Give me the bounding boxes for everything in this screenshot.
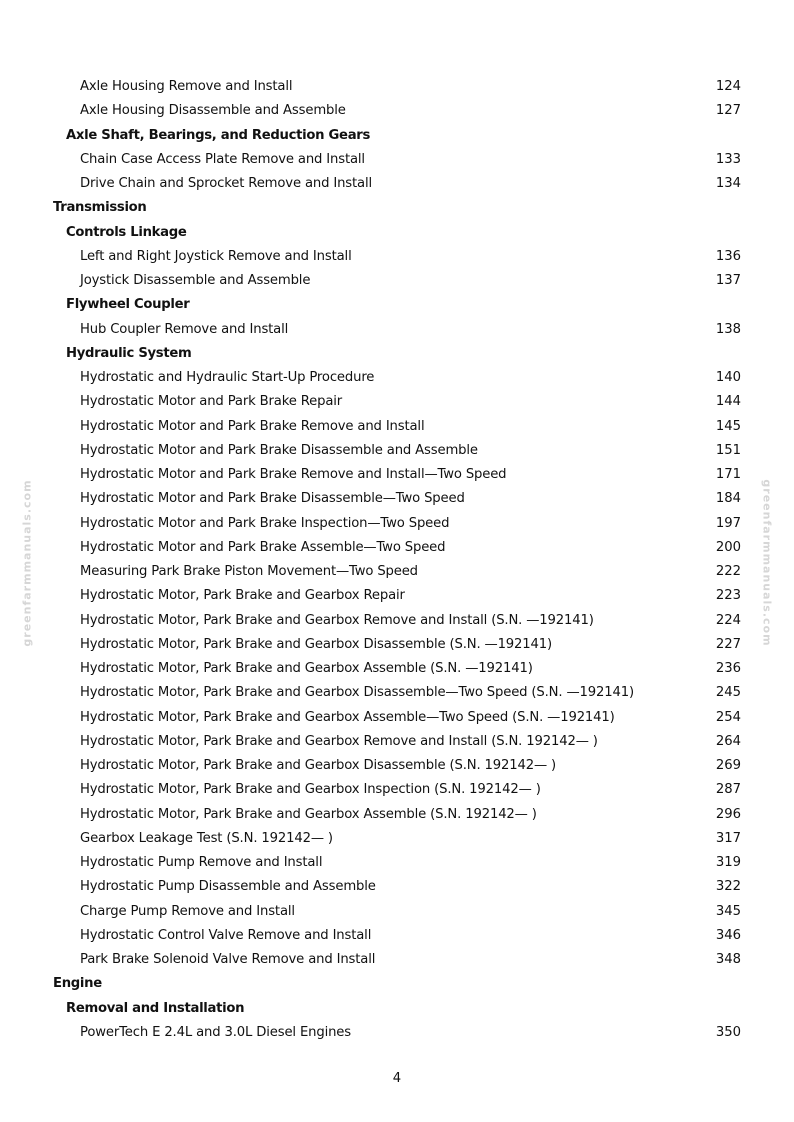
toc-entry[interactable] [0, 609, 794, 633]
toc-entry[interactable] [0, 924, 794, 948]
toc-entry[interactable] [0, 75, 794, 99]
toc-entry-title: Transmission [53, 200, 147, 216]
toc-entry-title: Hydrostatic Motor, Park Brake and Gearbox Remove and Install (S.N. —192141) [80, 612, 594, 628]
toc-entry[interactable] [0, 900, 794, 924]
toc-entry-page: 136 [715, 248, 741, 264]
toc-entry-title: Hydrostatic Motor, Park Brake and Gearbox Disassemble—Two Speed (S.N. —192141) [80, 685, 634, 701]
toc-entry-page: 224 [715, 612, 741, 628]
toc-entry[interactable] [0, 706, 794, 730]
toc-entry-title: Gearbox Leakage Test (S.N. 192142— ) [80, 830, 333, 846]
toc-entry[interactable] [0, 487, 794, 511]
toc-entry-page: 227 [715, 636, 741, 652]
toc-entry-page: 254 [715, 709, 741, 725]
toc-heading[interactable] [0, 221, 794, 245]
toc-entry-page: 350 [715, 1024, 741, 1040]
toc-entry-title: Removal and Installation [66, 1000, 245, 1016]
toc-entry-page: 140 [715, 370, 741, 385]
toc-entry-title: Hydrostatic Motor, Park Brake and Gearbox Assemble—Two Speed (S.N. —192141) [80, 709, 615, 725]
toc-entry-page: 269 [715, 758, 741, 773]
toc-entry-title: Hydrostatic Control Valve Remove and Install [80, 927, 372, 943]
toc-entry-title: Hydrostatic Pump Disassemble and Assemble [80, 879, 376, 895]
toc-entry[interactable] [0, 754, 794, 778]
toc-entry-title: Controls Linkage [66, 224, 187, 240]
toc-entry-title: Axle Shaft, Bearings, and Reduction Gears [66, 127, 371, 143]
toc-entry-title: Hydrostatic Motor, Park Brake and Gearbox Repair [80, 588, 405, 604]
toc-heading[interactable] [0, 972, 794, 996]
toc-entry-page: 200 [715, 539, 741, 555]
toc-heading[interactable] [0, 293, 794, 317]
toc-entry-title: Hydrostatic Motor, Park Brake and Gearbox Inspection (S.N. 192142— ) [80, 782, 541, 798]
toc-entry-title: Hydrostatic Motor and Park Brake Remove and Install [80, 418, 425, 434]
page-number: 4 [392, 1071, 402, 1086]
toc-entry-title: Hub Coupler Remove and Install [80, 321, 289, 337]
toc-entry-title: Hydrostatic Motor and Park Brake Disassemble—Two Speed [80, 491, 465, 507]
toc-entry-title: Left and Right Joystick Remove and Install [80, 248, 352, 264]
toc-entry-title: Park Brake Solenoid Valve Remove and Install [80, 952, 376, 967]
toc-entry-page: 346 [715, 927, 741, 943]
toc-entry[interactable] [0, 681, 794, 705]
toc-entry-page: 197 [715, 515, 741, 531]
toc-entry-title: Hydrostatic Motor, Park Brake and Gearbox Disassemble (S.N. —192141) [80, 636, 553, 652]
toc-entry-page: 133 [715, 151, 741, 167]
toc-entry-title: Hydrostatic Motor and Park Brake Repair [80, 394, 343, 410]
toc-entry-title: Hydraulic System [66, 345, 192, 361]
toc-entry-page: 138 [715, 321, 741, 337]
toc-entry-page: 245 [715, 685, 741, 701]
toc-entry-title: Axle Housing Disassemble and Assemble [80, 103, 346, 119]
toc-entry[interactable] [0, 415, 794, 439]
toc-entry-page: 317 [715, 830, 741, 846]
toc-entry[interactable] [0, 99, 794, 123]
toc-entry-page: 319 [715, 855, 741, 870]
toc-entry-page: 124 [715, 79, 741, 94]
toc-entry-title: Flywheel Coupler [66, 297, 190, 313]
toc-entry-page: 137 [715, 273, 741, 288]
toc-entry[interactable] [0, 512, 794, 536]
toc-entry[interactable] [0, 1021, 794, 1045]
toc-entry-title: Joystick Disassemble and Assemble [80, 273, 311, 288]
toc-entry[interactable] [0, 172, 794, 196]
table-of-contents [0, 75, 794, 1045]
toc-heading[interactable] [0, 124, 794, 148]
toc-entry[interactable] [0, 803, 794, 827]
toc-entry[interactable] [0, 148, 794, 172]
toc-entry-page: 151 [715, 442, 741, 458]
toc-heading[interactable] [0, 997, 794, 1021]
toc-entry-title: PowerTech E 2.4L and 3.0L Diesel Engines [80, 1024, 351, 1040]
toc-entry-title: Charge Pump Remove and Install [80, 903, 295, 919]
watermark-left: greenfarmmanuals.com [20, 479, 34, 647]
toc-entry[interactable] [0, 778, 794, 802]
toc-heading[interactable] [0, 196, 794, 220]
toc-entry-title: Hydrostatic Motor and Park Brake Inspection—Two Speed [80, 515, 450, 531]
toc-entry-page: 236 [715, 661, 741, 676]
toc-entry-page: 287 [715, 782, 741, 798]
toc-entry-page: 322 [715, 879, 741, 895]
toc-entry[interactable] [0, 439, 794, 463]
toc-entry-page: 171 [715, 467, 741, 482]
toc-entry-title: Hydrostatic Motor, Park Brake and Gearbox Assemble (S.N. 192142— ) [80, 806, 537, 822]
toc-entry[interactable] [0, 536, 794, 560]
toc-entry-title: Hydrostatic Motor and Park Brake Assemble—Two Speed [80, 539, 446, 555]
toc-entry-title: Measuring Park Brake Piston Movement—Two Speed [80, 564, 418, 579]
toc-entry[interactable] [0, 657, 794, 681]
toc-entry[interactable] [0, 633, 794, 657]
toc-entry-title: Hydrostatic Motor and Park Brake Disassemble and Assemble [80, 442, 478, 458]
toc-entry[interactable] [0, 390, 794, 414]
toc-entry[interactable] [0, 827, 794, 851]
toc-entry[interactable] [0, 366, 794, 390]
toc-entry-title: Hydrostatic Motor, Park Brake and Gearbox Remove and Install (S.N. 192142— ) [80, 733, 598, 749]
toc-entry-page: 222 [715, 564, 741, 579]
toc-entry[interactable] [0, 948, 794, 972]
toc-entry-page: 134 [715, 176, 741, 191]
toc-entry-title: Hydrostatic and Hydraulic Start-Up Procedure [80, 370, 375, 385]
toc-entry-title: Hydrostatic Motor, Park Brake and Gearbox Assemble (S.N. —192141) [80, 661, 533, 676]
toc-entry[interactable] [0, 245, 794, 269]
toc-entry-title: Axle Housing Remove and Install [80, 79, 293, 94]
toc-entry[interactable] [0, 318, 794, 342]
toc-entry[interactable] [0, 584, 794, 608]
toc-entry-title: Hydrostatic Pump Remove and Install [80, 855, 323, 870]
toc-entry-title: Drive Chain and Sprocket Remove and Install [80, 176, 373, 191]
toc-entry-page: 345 [715, 903, 741, 919]
toc-entry[interactable] [0, 560, 794, 584]
toc-entry-page: 184 [715, 491, 741, 507]
toc-entry-title: Engine [53, 976, 102, 992]
toc-entry[interactable] [0, 851, 794, 875]
toc-entry[interactable] [0, 730, 794, 754]
toc-entry[interactable] [0, 463, 794, 487]
toc-entry-title: Chain Case Access Plate Remove and Install [80, 151, 365, 167]
toc-entry[interactable] [0, 269, 794, 293]
toc-entry-page: 348 [715, 952, 741, 967]
toc-entry[interactable] [0, 875, 794, 899]
watermark-right: greenfarmmanuals.com [760, 479, 774, 647]
toc-entry-page: 223 [715, 588, 741, 604]
toc-entry-page: 264 [715, 733, 741, 749]
toc-entry-page: 144 [715, 394, 741, 410]
toc-entry-title: Hydrostatic Motor and Park Brake Remove and Install—Two Speed [80, 467, 507, 482]
toc-entry-title: Hydrostatic Motor, Park Brake and Gearbox Disassemble (S.N. 192142— ) [80, 758, 557, 773]
toc-entry-page: 127 [715, 103, 741, 119]
toc-entry-page: 296 [715, 806, 741, 822]
toc-entry-page: 145 [715, 418, 741, 434]
toc-heading[interactable] [0, 342, 794, 366]
